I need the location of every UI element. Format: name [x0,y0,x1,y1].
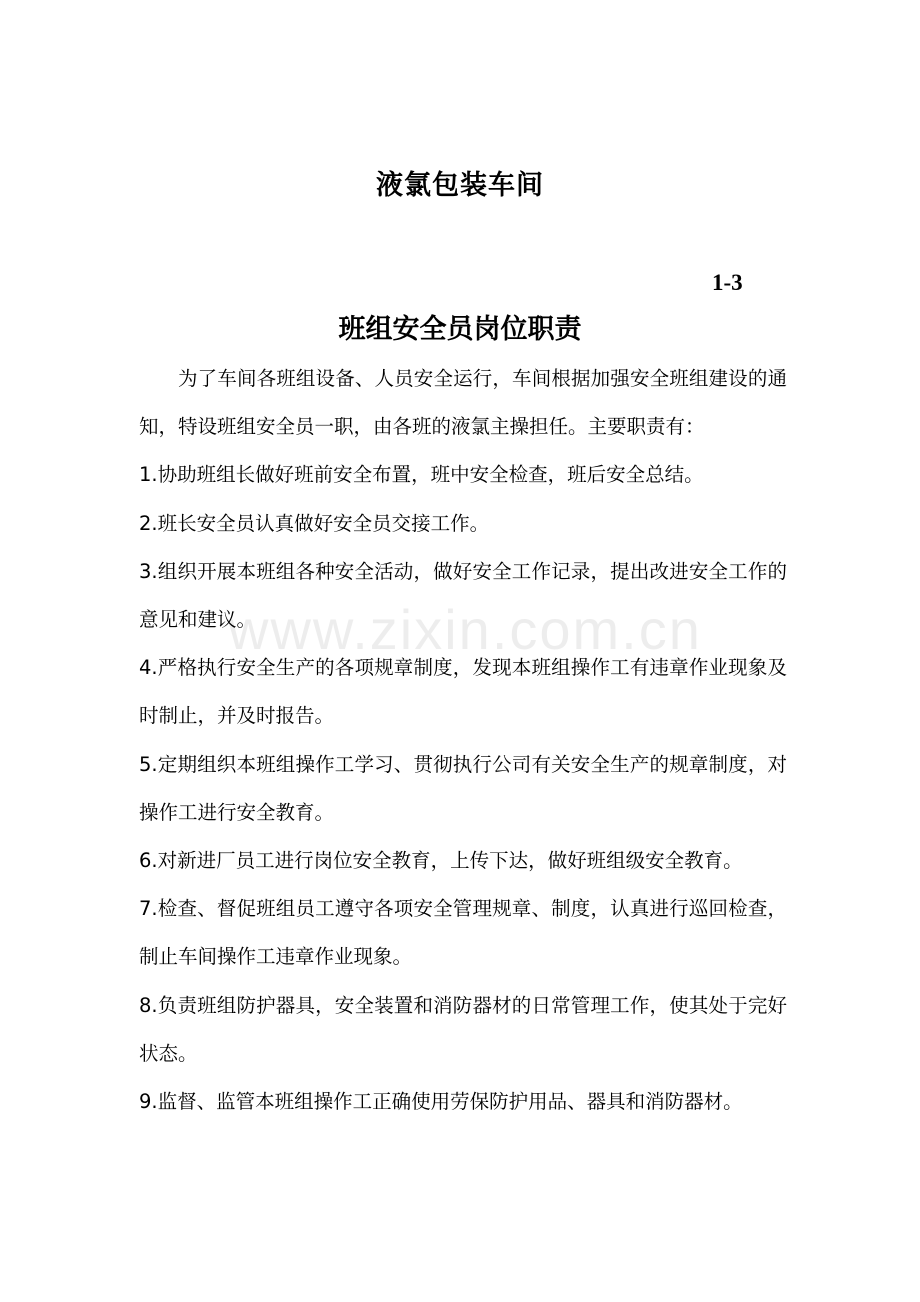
department-title: 液氯包装车间 [376,170,544,201]
duty-item-5: 5.定期组织本班组操作工学习、贯彻执行公司有关安全生产的规章制度，对操作工进行安全教育。 [139,752,787,824]
watermark: www.zixin.com.cn [228,598,702,661]
duty-item-7: 7.检查、督促班组员工遵守各项安全管理规章、制度，认真进行巡回检查，制止车间操作工违章作业现象。 [139,897,787,969]
duty-item-4: 4.严格执行安全生产的各项规章制度，发现本班组操作工有违章作业现象及时制止，并及时报告。 [139,656,787,728]
duty-item-9: 9.监督、监管本班组操作工正确使用劳保防护用品、器具和消防器材。 [139,1090,743,1114]
duty-item-3: 3.组织开展本班组各种安全活动，做好安全工作记录，提出改进安全工作的意见和建议。 [139,559,787,632]
intro-paragraph: 为了车间各班组设备、人员安全运行，车间根据加强安全班组建设的通知，特设班组安全员一职，由各班的液氯主操担任。主要职责有： [139,367,787,439]
duty-item-6: 6.对新进厂员工进行岗位安全教育，上传下达，做好班组级安全教育。 [139,849,743,873]
document-code: 1-3 [712,270,743,295]
duty-item-1: 1.协助班组长做好班前安全布置，班中安全检查，班后安全总结。 [139,463,704,487]
document-title: 班组安全员岗位职责 [338,314,582,345]
document-body [139,355,787,1126]
duty-item-8: 8.负责班组防护器具，安全装置和消防器材的日常管理工作，使其处于完好状态。 [139,993,787,1065]
duty-item-2: 2.班长安全员认真做好安全员交接工作。 [139,511,490,535]
